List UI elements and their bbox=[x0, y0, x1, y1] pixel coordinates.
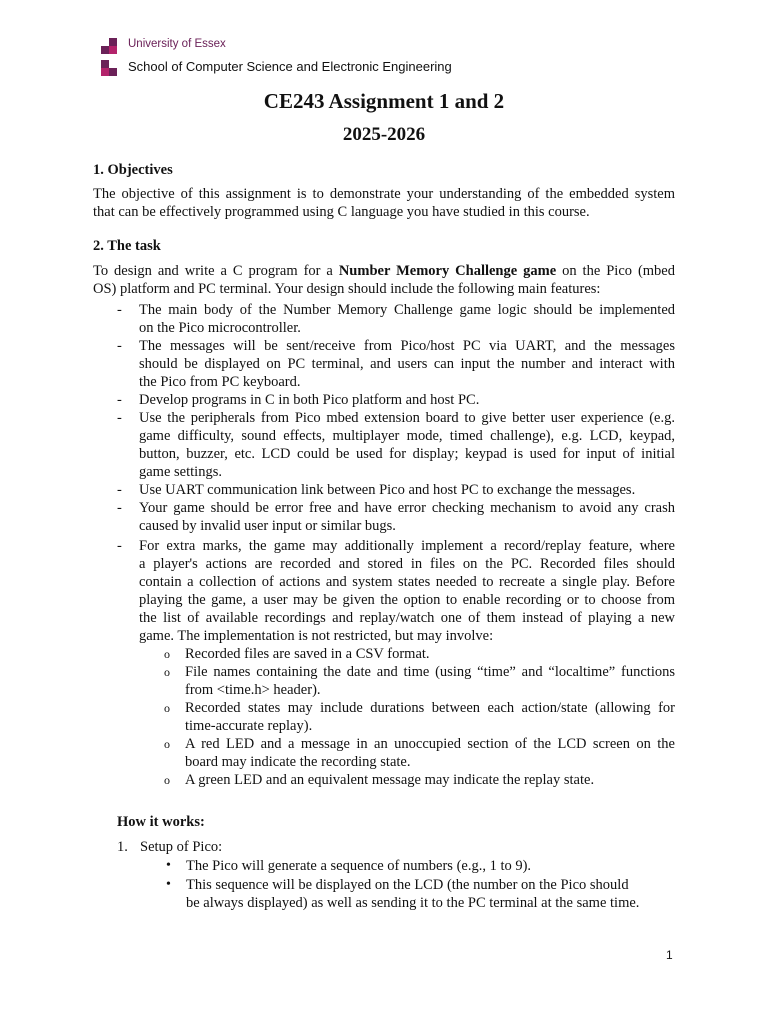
sub-bullet-item bbox=[185, 645, 675, 663]
feature-item-line: caused by invalid user input or similar bugs. bbox=[139, 518, 396, 534]
objectives-line-1: The objective of this assignment is to demonstrate your understanding of the embedded system bbox=[93, 186, 675, 202]
feature-item bbox=[139, 337, 675, 391]
university-logo bbox=[101, 38, 123, 78]
sub-bullet-item-line: File names containing the date and time (using “time” and “localtime” functions bbox=[185, 664, 675, 680]
setup-bullet-item bbox=[186, 876, 676, 912]
sub-bullet-item bbox=[185, 735, 675, 771]
sub-bullet-item bbox=[185, 663, 675, 699]
bullet-dot: • bbox=[166, 858, 171, 873]
sub-bullet-marker: o bbox=[164, 737, 170, 751]
feature-item-line: For extra marks, the game may additionally implement a record/replay feature, where bbox=[139, 538, 675, 554]
sub-bullet-item bbox=[185, 699, 675, 735]
feature-dash: - bbox=[117, 410, 122, 426]
setup-bullet-item-line: This sequence will be displayed on the LCD (the number on the Pico should bbox=[186, 877, 629, 893]
feature-item-line: game difficulty, sound effects, multiplayer mode, timed challenge), e.g. LCD, keypad, bbox=[139, 428, 675, 444]
document-year: 2025-2026 bbox=[342, 124, 426, 145]
feature-item bbox=[139, 499, 675, 535]
sub-bullet-marker: o bbox=[164, 665, 170, 679]
setup-bullet-item-line: be always displayed) as well as sending it to the PC terminal at the same time. bbox=[186, 895, 640, 911]
bullet-dot: • bbox=[166, 877, 171, 892]
feature-item-line: Use the peripherals from Pico mbed extension board to give better user experience (e.g. bbox=[139, 410, 675, 426]
feature-item-line: game settings. bbox=[139, 464, 222, 480]
sub-bullet-item-line: time-accurate replay). bbox=[185, 718, 313, 734]
feature-item-line: Your game should be error free and have error checking mechanism to avoid any crash bbox=[139, 500, 675, 516]
feature-item bbox=[139, 481, 675, 499]
sub-bullet-item-line: Recorded states may include durations between each action/state (allowing for bbox=[185, 700, 675, 716]
setup-bullet-item bbox=[186, 857, 676, 875]
task-intro-line-2: OS) platform and PC terminal. Your design should include the following main features: bbox=[93, 281, 601, 297]
sub-bullet-item bbox=[185, 771, 675, 789]
step-number: 1. bbox=[117, 839, 128, 855]
objectives-line-2: that can be effectively programmed using C language you have studied in this course. bbox=[93, 204, 590, 220]
sub-bullet-item-line: from <time.h> header). bbox=[185, 682, 321, 698]
feature-item bbox=[139, 409, 675, 481]
feature-item-line: a player's actions are recorded and stored in files on the PC. Recorded files should bbox=[139, 556, 675, 572]
feature-item-line: game. The implementation is not restricted, but may involve: bbox=[139, 628, 494, 644]
feature-item-line: the Pico from PC keyboard. bbox=[139, 374, 301, 390]
feature-item-line: The main body of the Number Memory Challenge game logic should be implemented bbox=[139, 302, 675, 318]
feature-item bbox=[139, 537, 675, 645]
feature-item-line: The messages will be sent/receive from Pico/host PC via UART, and the messages bbox=[139, 338, 675, 354]
feature-item bbox=[139, 391, 675, 409]
feature-dash: - bbox=[117, 338, 122, 354]
sub-bullet-item-line: Recorded files are saved in a CSV format. bbox=[185, 646, 430, 662]
feature-dash: - bbox=[117, 392, 122, 408]
feature-item-line: on the Pico microcontroller. bbox=[139, 320, 301, 336]
sub-bullet-item-line: board may indicate the recording state. bbox=[185, 754, 411, 770]
feature-dash: - bbox=[117, 500, 122, 516]
document-title: CE243 Assignment 1 and 2 bbox=[263, 89, 505, 113]
feature-item-line: Use UART communication link between Pico and host PC to exchange the messages. bbox=[139, 482, 636, 498]
objectives-heading: 1. Objectives bbox=[93, 162, 173, 178]
feature-dash: - bbox=[117, 538, 122, 554]
feature-dash: - bbox=[117, 482, 122, 498]
task-heading: 2. The task bbox=[93, 238, 161, 254]
sub-bullet-item-line: A green LED and an equivalent message may indicate the replay state. bbox=[185, 772, 595, 788]
sub-bullet-marker: o bbox=[164, 701, 170, 715]
school-name: School of Computer Science and Electronic Engineering bbox=[128, 59, 452, 74]
university-name: University of Essex bbox=[128, 38, 226, 50]
sub-bullet-item-line: A red LED and a message in an unoccupied section of the LCD screen on the bbox=[185, 736, 675, 752]
task-intro-line-1: To design and write a C program for a Number Memory Challenge game on the Pico (mbed bbox=[93, 263, 675, 279]
feature-item-line: the list of available recordings and replay/watch one of them instead of playing a new bbox=[139, 610, 675, 626]
how-it-works-heading: How it works: bbox=[117, 814, 205, 830]
feature-item-line: Develop programs in C in both Pico platform and host PC. bbox=[139, 392, 480, 408]
feature-item-line: should be displayed on PC terminal, and users can input the number and interact with bbox=[139, 356, 675, 372]
feature-item-line: button, buzzer, etc. LCD could be used for display; keypad is used for input of initial bbox=[139, 446, 675, 462]
page-number: 1 bbox=[666, 948, 673, 962]
setup-bullet-item-line: The Pico will generate a sequence of numbers (e.g., 1 to 9). bbox=[186, 858, 532, 874]
step-label: Setup of Pico: bbox=[140, 839, 223, 855]
sub-bullet-marker: o bbox=[164, 773, 170, 787]
feature-dash: - bbox=[117, 302, 122, 318]
feature-item-line: playing the game, a user may be given the option to enable recording or to choose from bbox=[139, 592, 675, 608]
sub-bullet-marker: o bbox=[164, 647, 170, 661]
feature-item-line: contain a collection of actions and system states needed to recreate a single play. Before bbox=[139, 574, 675, 590]
feature-item bbox=[139, 301, 675, 337]
